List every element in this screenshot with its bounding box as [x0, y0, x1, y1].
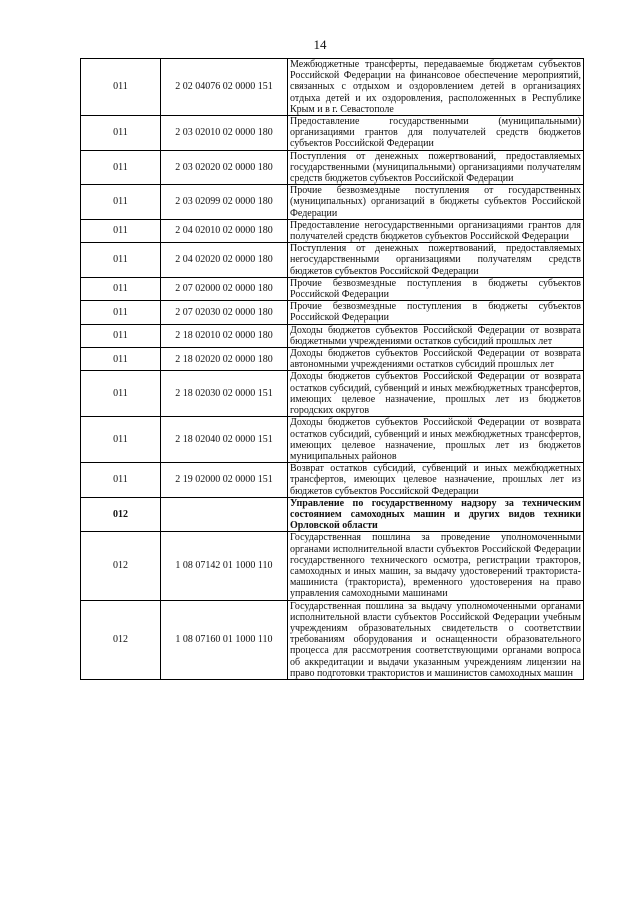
table-row: [81, 417, 584, 463]
admin-code-cell: 011: [81, 371, 161, 417]
revenue-code-cell: 2 18 02040 02 0000 151: [161, 417, 288, 463]
table-row: [81, 59, 584, 116]
table-row: [81, 463, 584, 498]
revenue-code-cell: 2 04 02010 02 0000 180: [161, 219, 288, 242]
admin-code-cell: 011: [81, 185, 161, 220]
table-row: [81, 277, 584, 300]
revenue-code-cell: 2 07 02000 02 0000 180: [161, 277, 288, 300]
revenue-name-cell: Возврат остатков субсидий, субвенций и иных межбюджетных трансфертов, имеющих целевое назначение, прошлых лет из бюджетов субъектов Российской Федерации: [288, 463, 584, 498]
page-number: 14: [313, 37, 327, 52]
table-row: [81, 324, 584, 347]
revenue-name-cell: Государственная пошлина за выдачу уполномоченными органами исполнительной власти субъектов Российской Федерации учебным учреждениям образовательных свидетельств о соответствии требованиям оборудования и оснащенности образовательного процесса для рассмотрения соответствующими органами вопроса об аккредитации и выдачи указанным учреждениям лицензии на право подготовки трактористов и машинистов самоходных машин: [288, 600, 584, 679]
admin-code-cell: 011: [81, 116, 161, 151]
revenue-name-cell: Межбюджетные трансферты, передаваемые бюджетам субъектов Российской Федерации на финансовое обеспечение мероприятий, связанных с отдыхом и оздоровлением детей в организациях отдыха детей и их оздоровления, расположенных в Республике Крым и в г. Севастополе: [288, 59, 584, 116]
admin-code-cell: 011: [81, 417, 161, 463]
revenue-name-cell: Прочие безвозмездные поступления в бюджеты субъектов Российской Федерации: [288, 277, 584, 300]
table-row: [81, 243, 584, 278]
revenue-code-cell: 2 02 04076 02 0000 151: [161, 59, 288, 116]
revenue-code-cell: 1 08 07142 01 1000 110: [161, 532, 288, 600]
revenue-name-cell: Управление по государственному надзору за техническим состоянием самоходных машин и других видов техники Орловской области: [288, 497, 584, 532]
table-row: [81, 532, 584, 600]
table-section-row: [81, 497, 584, 532]
revenue-name-cell: Доходы бюджетов субъектов Российской Федерации от возврата остатков субсидий, субвенций и иных межбюджетных трансфертов, имеющих целевое назначение, прошлых лет из бюджетов городских округов: [288, 371, 584, 417]
admin-code-cell: 011: [81, 150, 161, 185]
revenue-code-cell: 2 03 02010 02 0000 180: [161, 116, 288, 151]
revenue-name-cell: Доходы бюджетов субъектов Российской Федерации от возврата автономными учреждениями остатков субсидий прошлых лет: [288, 348, 584, 371]
revenue-code-cell: 2 18 02020 02 0000 180: [161, 348, 288, 371]
table-row: [81, 116, 584, 151]
table-row: [81, 185, 584, 220]
revenue-name-cell: Государственная пошлина за проведение уполномоченными органами исполнительной власти субъектов Российской Федерации государственного технического осмотра, регистрации тракторов, самоходных и иных машин, за выдачу удостоверений тракториста-машиниста (тракториста), временного удостоверения на право управления самоходными машинами: [288, 532, 584, 600]
table-row: [81, 301, 584, 324]
admin-code-cell: 011: [81, 277, 161, 300]
admin-code-cell: 011: [81, 348, 161, 371]
revenue-name-cell: Доходы бюджетов субъектов Российской Федерации от возврата остатков субсидий, субвенций и иных межбюджетных трансфертов, имеющих целевое назначение, прошлых лет из бюджетов муниципальных районов: [288, 417, 584, 463]
admin-code-cell: 011: [81, 463, 161, 498]
revenue-code-cell: 2 18 02010 02 0000 180: [161, 324, 288, 347]
revenue-name-cell: Предоставление негосударственными организациями грантов для получателей средств бюджетов субъектов Российской Федерации: [288, 219, 584, 242]
revenue-name-cell: Прочие безвозмездные поступления от государственных (муниципальных) организаций в бюджеты субъектов Российской Федерации: [288, 185, 584, 220]
revenue-code-cell: 2 03 02099 02 0000 180: [161, 185, 288, 220]
revenue-code-cell: 2 03 02020 02 0000 180: [161, 150, 288, 185]
revenue-code-cell: 2 04 02020 02 0000 180: [161, 243, 288, 278]
revenue-code-cell: 2 19 02000 02 0000 151: [161, 463, 288, 498]
admin-code-cell: 012: [81, 600, 161, 679]
revenue-code-cell: 1 08 07160 01 1000 110: [161, 600, 288, 679]
table-body: [81, 59, 584, 680]
table-row: [81, 371, 584, 417]
revenue-code-cell: 2 07 02030 02 0000 180: [161, 301, 288, 324]
admin-code-cell: 012: [81, 497, 161, 532]
admin-code-cell: 011: [81, 324, 161, 347]
revenue-name-cell: Поступления от денежных пожертвований, предоставляемых негосударственными организациями получателям средств бюджетов субъектов Российской Федерации: [288, 243, 584, 278]
admin-code-cell: 011: [81, 219, 161, 242]
admin-code-cell: 011: [81, 59, 161, 116]
revenue-code-cell: [161, 497, 288, 532]
admin-code-cell: 011: [81, 243, 161, 278]
revenue-name-cell: Предоставление государственными (муниципальными) организациями грантов для получателей средств бюджетов субъектов Российской Федерации: [288, 116, 584, 151]
revenue-code-cell: 2 18 02030 02 0000 151: [161, 371, 288, 417]
admin-code-cell: 012: [81, 532, 161, 600]
table-row: [81, 600, 584, 679]
revenue-classification-table: [80, 58, 584, 680]
table-row: [81, 150, 584, 185]
admin-code-cell: 011: [81, 301, 161, 324]
revenue-name-cell: Доходы бюджетов субъектов Российской Федерации от возврата бюджетными учреждениями остатков субсидий прошлых лет: [288, 324, 584, 347]
table-row: [81, 348, 584, 371]
revenue-name-cell: Поступления от денежных пожертвований, предоставляемых государственными (муниципальными) организациями получателям средств бюджетов субъектов Российской Федерации: [288, 150, 584, 185]
revenue-name-cell: Прочие безвозмездные поступления в бюджеты субъектов Российской Федерации: [288, 301, 584, 324]
table-row: [81, 219, 584, 242]
